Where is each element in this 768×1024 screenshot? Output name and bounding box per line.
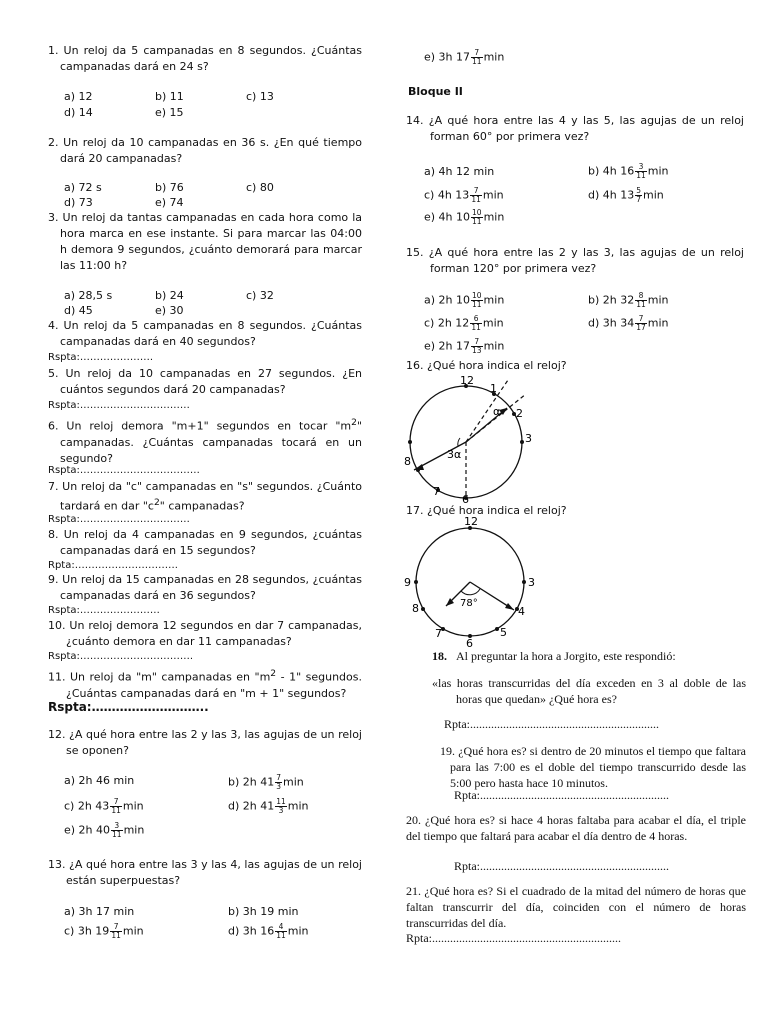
clock-diagram-17 bbox=[404, 514, 554, 650]
q3-option-e: e) 30 bbox=[155, 304, 184, 317]
q15-option-e: e) 2h 17 $\frac{7}{13}$ min bbox=[424, 337, 505, 355]
clock-17-angle-arc bbox=[461, 589, 480, 595]
q3-option-c: c) 32 bbox=[246, 289, 274, 302]
question-17: 17. ¿Qué hora indica el reloj? bbox=[406, 504, 567, 517]
question-15: 15. ¿A qué hora entre las 2 y las 3, las agujas de un reloj forman 120° por primera vez? bbox=[406, 246, 744, 275]
q8-answer-line: Rpta:…………………………. bbox=[48, 560, 178, 571]
q18-answer-line: Rpta:............................................................... bbox=[444, 717, 659, 731]
q3-option-a: a) 28,5 s bbox=[64, 289, 113, 302]
q1-option-a: a) 12 bbox=[64, 90, 93, 103]
question-5: 5. Un reloj da 10 campanadas en 27 segundos. ¿En cuántos segundos dará 20 campanadas? bbox=[48, 367, 362, 396]
q13-option-c: c) 3h 19 $\frac{7}{11}$ min bbox=[64, 922, 144, 940]
clock-16-tick-3 bbox=[520, 440, 524, 444]
question-6: 6. Un reloj demora "m+1" segundos en tocar "$m^2$" campanadas. ¿Cuántas campanadas tocará en un segundo? bbox=[48, 417, 362, 465]
clock-16-label-7: 7 bbox=[433, 485, 440, 498]
q14-option-c: c) 4h 13 $\frac{7}{11}$ min bbox=[424, 186, 504, 204]
q12-option-a: a) 2h 46 min bbox=[64, 774, 135, 787]
q3-option-b: b) 24 bbox=[155, 289, 184, 302]
q13-option-e: e) 3h 17 $\frac{7}{11}$ min bbox=[424, 48, 505, 66]
section-heading: Bloque II bbox=[408, 85, 463, 98]
q10-answer-line: Rspta:……………………………. bbox=[48, 651, 194, 662]
q1-option-d: d) 14 bbox=[64, 106, 93, 119]
clock-16-label-3: 3 bbox=[525, 432, 532, 445]
clock-16-label-8: 8 bbox=[404, 455, 411, 468]
clock-17-label-4: 4 bbox=[518, 605, 525, 618]
question-19: 19. ¿Qué hora es? si dentro de 20 minutos el tiempo que faltara para las 7:00 es el doble del tiempo transcurrido desde las 5:00 pero hasta hace 10 minutos. bbox=[440, 744, 746, 790]
q2-option-e: e) 74 bbox=[155, 196, 184, 209]
clock-17-label-3: 3 bbox=[528, 576, 535, 589]
clock-17-label-6: 6 bbox=[466, 637, 473, 650]
q15-option-c: c) 2h 12 $\frac{6}{11}$ min bbox=[424, 314, 504, 332]
q15-option-a: a) 2h 10 $\frac{10}{11}$ min bbox=[424, 291, 505, 309]
q1-option-e: e) 15 bbox=[155, 106, 184, 119]
question-18: 18. Al preguntar la hora a Jorgito, este respondió: bbox=[432, 649, 676, 663]
q4-answer-line: Rspta:…………………. bbox=[48, 352, 154, 363]
clock-16-label-12: 12 bbox=[460, 374, 474, 387]
q12-option-c: c) 2h 43 $\frac{7}{11}$ min bbox=[64, 797, 144, 815]
q11-answer-line: Rspta:……………………….. bbox=[48, 700, 209, 714]
q13-option-d: d) 3h 16 $\frac{4}{11}$ min bbox=[228, 922, 309, 940]
clock-16-tick-9 bbox=[408, 440, 412, 444]
question-2: 2. Un reloj da 10 campanadas en 36 s. ¿En qué tiempo dará 20 campanadas? bbox=[48, 136, 362, 165]
question-18-quote: «las horas transcurridas del día exceden en 3 al doble de las horas que quedan» ¿Qué hora es? bbox=[432, 676, 746, 706]
question-14: 14. ¿A qué hora entre las 4 y las 5, las agujas de un reloj forman 60° por primera vez? bbox=[406, 114, 744, 143]
question-13: 13. ¿A qué hora entre las 3 y las 4, las agujas de un reloj están superpuestas? bbox=[48, 858, 362, 887]
q13-option-a: a) 3h 17 min bbox=[64, 905, 135, 918]
clock-17-tick-5 bbox=[495, 627, 499, 631]
q1-option-c: c) 13 bbox=[246, 90, 274, 103]
q14-option-b: b) 4h 16 $\frac{3}{11}$ min bbox=[588, 162, 669, 180]
q14-option-d: d) 4h 13 $\frac{5}{7}$ min bbox=[588, 186, 664, 204]
q2-option-a: a) 72 s bbox=[64, 181, 102, 194]
q2-option-c: c) 80 bbox=[246, 181, 274, 194]
question-3: 3. Un reloj da tantas campanadas en cada hora como la hora marca en ese instante. Si para marcar las 04:00 h demora 9 segundos, ¿cuánto demorará para marcar las 11:00 h? bbox=[48, 211, 362, 272]
clock-17-label-angle: 78° bbox=[460, 598, 478, 609]
q15-option-b: b) 2h 32 $\frac{8}{11}$ min bbox=[588, 291, 669, 309]
q12-option-e: e) 2h 40 $\frac{3}{11}$ min bbox=[64, 821, 145, 839]
question-8: 8. Un reloj da 4 campanadas en 9 segundos, ¿cuántas campanadas dará en 15 segundos? bbox=[48, 528, 362, 557]
q5-answer-line: Rspta:…………………………… bbox=[48, 400, 190, 411]
q9-answer-line: Rspta:…………………… bbox=[48, 605, 160, 616]
q7-answer-line: Rspta:…………………………… bbox=[48, 514, 190, 525]
clock-16-label-2: 2 bbox=[516, 407, 523, 420]
question-20: 20. ¿Qué hora es? si hace 4 horas faltaba para acabar el día, el triple del tiempo que faltará para acabar el día dentro de 4 horas. bbox=[406, 813, 746, 843]
q14-option-e: e) 4h 10 $\frac{10}{11}$ min bbox=[424, 208, 505, 226]
q20-answer-line: Rpta:............................................................... bbox=[454, 859, 669, 873]
clock-17-label-9: 9 bbox=[404, 576, 411, 589]
question-9: 9. Un reloj da 15 campanadas en 28 segundos, ¿cuántas campanadas dará en 36 segundos? bbox=[48, 573, 362, 602]
question-1: 1. Un reloj da 5 campanadas en 8 segundos. ¿Cuántas campanadas dará en 24 s? bbox=[48, 44, 362, 73]
clock-17-minute-hand-arrow bbox=[505, 603, 514, 610]
q2-option-d: d) 73 bbox=[64, 196, 93, 209]
q3-option-d: d) 45 bbox=[64, 304, 93, 317]
clock-17-label-12: 12 bbox=[464, 515, 478, 528]
q1-option-b: b) 11 bbox=[155, 90, 184, 103]
question-4: 4. Un reloj da 5 campanadas en 8 segundos. ¿Cuántas campanadas dará en 40 segundos? bbox=[48, 319, 362, 348]
clock-16-label-1: 1 bbox=[490, 382, 497, 395]
clock-diagram-16 bbox=[400, 370, 550, 506]
question-16: 16. ¿Qué hora indica el reloj? bbox=[406, 359, 567, 372]
q12-option-b: b) 2h 41 $\frac{7}{3}$ min bbox=[228, 773, 304, 791]
clock-16-label-6: 6 bbox=[462, 493, 469, 506]
clock-17-label-8: 8 bbox=[412, 602, 419, 615]
clock-17-tick-9 bbox=[414, 580, 418, 584]
question-12: 12. ¿A qué hora entre las 2 y las 3, las agujas de un reloj se oponen? bbox=[48, 728, 362, 757]
clock-16-label-3alpha: 3α bbox=[447, 448, 462, 461]
clock-17-tick-8 bbox=[421, 607, 425, 611]
clock-17-label-7: 7 bbox=[435, 627, 442, 640]
clock-17-label-5: 5 bbox=[500, 626, 507, 639]
q13-option-b: b) 3h 19 min bbox=[228, 905, 299, 918]
q19-answer-line: Rpta:............................................................... bbox=[454, 788, 669, 802]
q15-option-d: d) 3h 34 $\frac{7}{17}$ min bbox=[588, 314, 669, 332]
question-21: 21. ¿Qué hora es? Si el cuadrado de la mitad del número de horas que faltan transcurrir del día, coinciden con el número de horas transcurridas del día. bbox=[406, 884, 746, 930]
q12-option-d: d) 2h 41 $\frac{11}{3}$ min bbox=[228, 797, 309, 815]
q14-option-a: a) 4h 12 min bbox=[424, 165, 495, 178]
question-10: 10. Un reloj demora 12 segundos en dar 7 campanadas, ¿cuánto demora en dar 11 campanadas? bbox=[48, 619, 362, 648]
clock-16-label-alpha: α bbox=[493, 405, 501, 418]
q2-option-b: b) 76 bbox=[155, 181, 184, 194]
q6-answer-line: Rspta:……………………………… bbox=[48, 465, 200, 476]
question-7: 7. Un reloj da "c" campanadas en "s" segundos. ¿Cuánto tardará en dar "$c^2$" campanadas? bbox=[48, 480, 362, 513]
question-11: 11. Un reloj da "m" campanadas en "$m^2 - 1$" segundos. ¿Cuántas campanadas dará en "m + 1" segundos? bbox=[48, 668, 362, 700]
clock-17-tick-3 bbox=[522, 580, 526, 584]
q21-answer-line: Rpta:............................................................... bbox=[406, 931, 621, 945]
